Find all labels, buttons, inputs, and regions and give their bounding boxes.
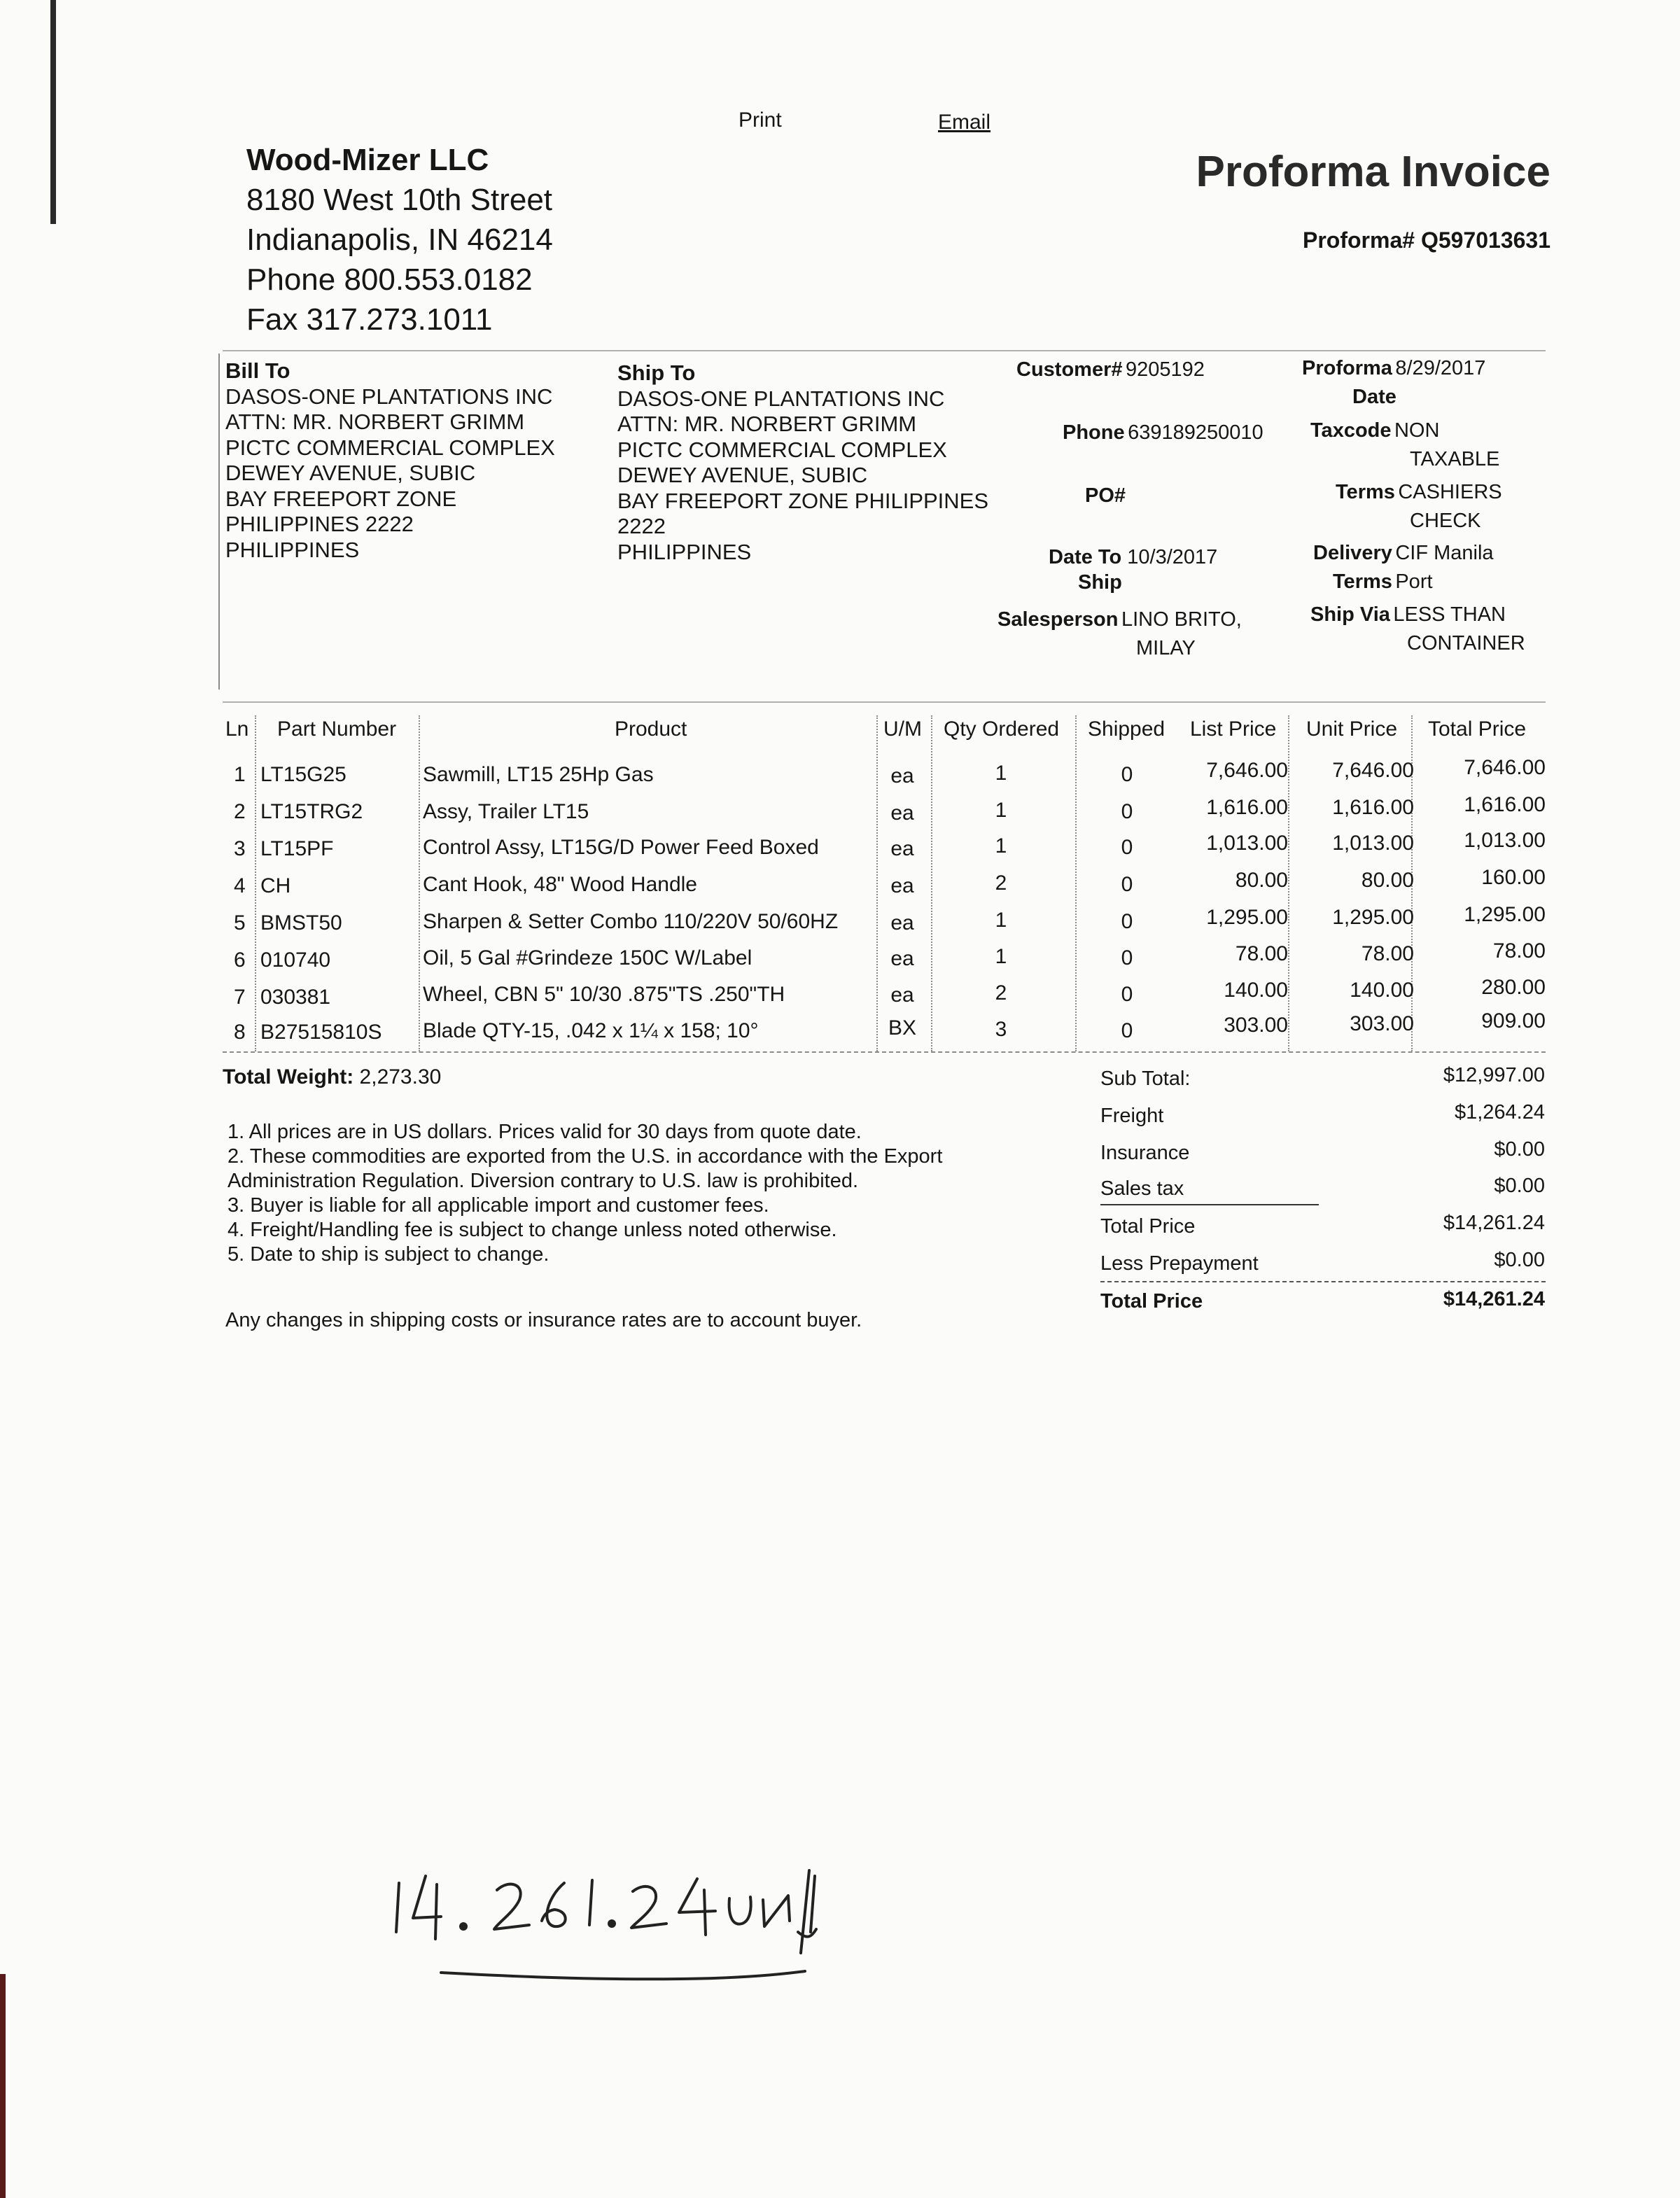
company-street: 8180 West 10th Street xyxy=(246,183,553,217)
customer-number-field xyxy=(1016,357,1205,386)
proforma-date-label-line2: Date xyxy=(1352,386,1396,408)
bill-to-line: DASOS-ONE PLANTATIONS INC xyxy=(225,384,553,409)
cell-total-price: 1,616.00 xyxy=(1464,793,1546,816)
cell-um: ea xyxy=(890,983,914,1007)
cell-list-price: 78.00 xyxy=(1235,942,1288,965)
cell-ln: 5 xyxy=(234,911,246,934)
totals-divider xyxy=(1100,1281,1546,1284)
proforma-number-value: Q597013631 xyxy=(1420,227,1550,253)
totals-divider xyxy=(1100,1204,1319,1205)
bill-to-line: ATTN: MR. NORBERT GRIMM xyxy=(225,410,525,434)
cell-list-price: 7,646.00 xyxy=(1206,759,1288,782)
cell-um: ea xyxy=(890,947,914,970)
closing-note: Any changes in shipping costs or insurance rates are to account buyer. xyxy=(225,1309,862,1331)
ship-to-heading: Ship To xyxy=(617,360,696,385)
cell-total-price: 909.00 xyxy=(1481,1009,1546,1032)
cell-unit-price: 140.00 xyxy=(1350,979,1414,1002)
terms-value-line2: CHECK xyxy=(1410,510,1481,532)
cell-ln: 7 xyxy=(234,986,246,1009)
proforma-number-label: Proforma# xyxy=(1303,227,1415,253)
date-to-ship-value: 10/3/2017 xyxy=(1127,546,1218,568)
bill-to-heading: Bill To xyxy=(225,358,290,383)
cell-ln: 1 xyxy=(234,763,246,786)
delivery-terms-field xyxy=(1313,540,1494,598)
scan-edge-mark-bottom xyxy=(0,1974,6,2198)
col-header-unit-price: Unit Price xyxy=(1306,718,1398,741)
cell-unit-price: 1,295.00 xyxy=(1332,906,1414,929)
cell-qty: 1 xyxy=(995,799,1007,822)
terms-notes xyxy=(227,1120,942,1267)
cell-total-price: 7,646.00 xyxy=(1464,756,1546,779)
cell-part-number: CH xyxy=(260,874,291,897)
email-link[interactable]: Email xyxy=(938,111,991,134)
total-price-value: $14,261.24 xyxy=(1443,1212,1545,1234)
cell-shipped: 0 xyxy=(1121,836,1133,859)
bill-to-line: PICTC COMMERCIAL COMPLEX xyxy=(225,435,555,460)
cell-qty: 1 xyxy=(995,909,1007,932)
cell-shipped: 0 xyxy=(1121,763,1133,786)
phone-value: 639189250010 xyxy=(1128,421,1264,444)
cell-part-number: B27515810S xyxy=(260,1021,382,1044)
cell-qty: 2 xyxy=(995,872,1007,895)
salesperson-value: LINO BRITO, xyxy=(1121,608,1242,631)
cell-total-price: 78.00 xyxy=(1492,939,1546,962)
cell-list-price: 1,295.00 xyxy=(1206,906,1288,929)
column-divider xyxy=(876,715,879,1051)
insurance-label: Insurance xyxy=(1100,1142,1190,1164)
scan-edge-mark xyxy=(50,0,56,224)
cell-product: Sawmill, LT15 25Hp Gas xyxy=(423,763,654,786)
proforma-date-label: Proforma xyxy=(1302,357,1392,379)
header-box-top-border xyxy=(223,350,1546,351)
col-header-shipped: Shipped xyxy=(1088,718,1166,741)
cell-qty: 3 xyxy=(995,1018,1007,1041)
cell-product: Control Assy, LT15G/D Power Feed Boxed xyxy=(423,836,819,859)
date-to-ship-label-line2: Ship xyxy=(1078,571,1122,594)
col-header-list-price: List Price xyxy=(1190,718,1277,741)
cell-unit-price: 303.00 xyxy=(1350,1012,1414,1035)
proforma-date-value: 8/29/2017 xyxy=(1395,357,1486,379)
delivery-terms-value: CIF Manila xyxy=(1395,542,1494,564)
ship-to-line: PHILIPPINES xyxy=(617,539,752,564)
cell-part-number: LT15TRG2 xyxy=(260,800,363,823)
cell-list-price: 140.00 xyxy=(1224,979,1288,1002)
cell-product: Blade QTY-15, .042 x 1¼ x 158; 10° xyxy=(423,1019,759,1042)
freight-label: Freight xyxy=(1100,1105,1164,1127)
cell-qty: 1 xyxy=(995,762,1007,785)
bill-to-block xyxy=(225,358,555,563)
grand-total-label: Total Price xyxy=(1100,1290,1203,1312)
col-header-part-number: Part Number xyxy=(277,718,397,741)
column-divider xyxy=(931,715,934,1051)
cell-qty: 2 xyxy=(995,981,1007,1004)
po-field xyxy=(1085,483,1126,512)
cell-ln: 4 xyxy=(234,874,246,897)
cell-shipped: 0 xyxy=(1121,983,1133,1006)
cell-qty: 1 xyxy=(995,834,1007,858)
po-label: PO# xyxy=(1085,484,1126,507)
cell-part-number: 030381 xyxy=(260,986,331,1009)
total-price-label: Total Price xyxy=(1100,1215,1196,1238)
cell-unit-price: 1,013.00 xyxy=(1332,832,1414,855)
cell-total-price: 280.00 xyxy=(1481,976,1546,999)
cell-unit-price: 78.00 xyxy=(1361,942,1414,965)
document-title: Proforma Invoice xyxy=(1196,148,1550,196)
cell-shipped: 0 xyxy=(1121,946,1133,969)
less-prepayment-value: $0.00 xyxy=(1494,1249,1545,1271)
cell-shipped: 0 xyxy=(1121,873,1133,896)
date-to-ship-label-line1: Date To xyxy=(1049,546,1122,568)
ship-to-line: BAY FREEPORT ZONE PHILIPPINES xyxy=(617,488,989,513)
cell-unit-price: 7,646.00 xyxy=(1332,759,1414,782)
cell-list-price: 1,616.00 xyxy=(1206,796,1288,819)
salesperson-value-line2: MILAY xyxy=(1136,637,1196,659)
proforma-number xyxy=(1303,227,1550,253)
column-divider xyxy=(419,715,421,1051)
note-line: 4. Freight/Handling fee is subject to change unless noted otherwise. xyxy=(227,1219,837,1241)
cell-um: ea xyxy=(890,911,914,934)
cell-list-price: 80.00 xyxy=(1235,869,1288,892)
taxcode-field xyxy=(1310,418,1499,472)
cell-product: Assy, Trailer LT15 xyxy=(423,800,589,823)
header-box-bottom-border xyxy=(223,701,1546,703)
ship-to-line: ATTN: MR. NORBERT GRIMM xyxy=(617,412,917,436)
handwritten-annotation xyxy=(392,1848,868,1988)
cell-shipped: 0 xyxy=(1121,1019,1133,1042)
cell-um: ea xyxy=(890,764,914,788)
bill-to-line: BAY FREEPORT ZONE xyxy=(225,486,457,511)
ship-to-block xyxy=(617,360,988,565)
bill-to-line: DEWEY AVENUE, SUBIC xyxy=(225,461,476,485)
ship-via-label: Ship Via xyxy=(1310,603,1390,626)
col-header-total-price: Total Price xyxy=(1428,718,1527,741)
delivery-terms-label: Delivery xyxy=(1313,542,1392,564)
company-city: Indianapolis, IN 46214 xyxy=(246,223,553,257)
cell-um: ea xyxy=(890,802,914,825)
cell-part-number: 010740 xyxy=(260,948,331,972)
delivery-terms-value-line2: Port xyxy=(1395,570,1433,593)
col-header-qty-ordered: Qty Ordered xyxy=(944,718,1060,741)
total-weight-value: 2,273.30 xyxy=(359,1065,442,1088)
col-header-um: U/M xyxy=(883,718,922,741)
sales-tax-value: $0.00 xyxy=(1494,1175,1545,1197)
note-line: 5. Date to ship is subject to change. xyxy=(227,1243,550,1266)
ship-to-line: DASOS-ONE PLANTATIONS INC xyxy=(617,386,945,411)
company-address-block xyxy=(246,140,553,340)
insurance-value: $0.00 xyxy=(1494,1138,1545,1161)
subtotal-label: Sub Total: xyxy=(1100,1068,1191,1090)
cell-ln: 3 xyxy=(234,837,246,860)
cell-ln: 8 xyxy=(234,1021,246,1044)
salesperson-label: Salesperson xyxy=(997,608,1119,631)
customer-number-value: 9205192 xyxy=(1125,358,1205,381)
total-weight xyxy=(223,1065,441,1089)
taxcode-label: Taxcode xyxy=(1310,419,1392,442)
phone-label: Phone xyxy=(1063,421,1125,444)
cell-product: Sharpen & Setter Combo 110/220V 50/60HZ xyxy=(423,910,839,933)
grand-total-value: $14,261.24 xyxy=(1443,1288,1545,1310)
cell-part-number: LT15G25 xyxy=(260,763,346,786)
cell-unit-price: 1,616.00 xyxy=(1332,796,1414,819)
note-line: 2. These commodities are exported from the U.S. in accordance with the Export xyxy=(227,1145,943,1168)
table-bottom-border xyxy=(223,1051,1546,1054)
customer-number-label: Customer# xyxy=(1016,358,1123,381)
ship-via-value: LESS THAN xyxy=(1393,603,1506,626)
cell-list-price: 1,013.00 xyxy=(1206,832,1288,855)
cell-um: BX xyxy=(888,1016,917,1040)
cell-shipped: 0 xyxy=(1121,800,1133,823)
salesperson-field xyxy=(997,607,1242,661)
less-prepayment-label: Less Prepayment xyxy=(1100,1252,1259,1275)
proforma-date-field xyxy=(1302,356,1485,410)
col-header-product: Product xyxy=(615,718,687,741)
total-weight-label: Total Weight: xyxy=(223,1065,354,1088)
cell-qty: 1 xyxy=(995,945,1007,968)
column-divider xyxy=(255,715,258,1051)
cell-unit-price: 80.00 xyxy=(1361,869,1414,892)
ship-via-value-line2: CONTAINER xyxy=(1407,632,1525,654)
col-header-ln: Ln xyxy=(225,718,249,741)
ship-to-line: DEWEY AVENUE, SUBIC xyxy=(617,463,868,487)
cell-list-price: 303.00 xyxy=(1224,1014,1288,1037)
cell-product: Cant Hook, 48" Wood Handle xyxy=(423,873,697,896)
cell-um: ea xyxy=(890,874,914,897)
date-to-ship-label xyxy=(1049,545,1217,570)
cell-um: ea xyxy=(890,837,914,860)
ship-to-line: PICTC COMMERCIAL COMPLEX xyxy=(617,437,947,462)
cell-ln: 6 xyxy=(234,948,246,972)
bill-to-line: PHILIPPINES xyxy=(225,537,360,562)
taxcode-value: NON xyxy=(1394,419,1440,442)
print-link[interactable]: Print xyxy=(738,108,782,132)
cell-part-number: LT15PF xyxy=(260,837,334,860)
note-line: 3. Buyer is liable for all applicable import and customer fees. xyxy=(227,1194,769,1217)
date-to-ship-field xyxy=(1049,545,1217,595)
cell-product: Oil, 5 Gal #Grindeze 150C W/Label xyxy=(423,946,752,969)
freight-value: $1,264.24 xyxy=(1454,1101,1545,1124)
cell-total-price: 1,295.00 xyxy=(1464,903,1546,926)
company-name: Wood-Mizer LLC xyxy=(246,143,489,177)
taxcode-value-line2: TAXABLE xyxy=(1410,448,1500,470)
bill-to-line: PHILIPPINES 2222 xyxy=(225,512,414,536)
ship-to-line: 2222 xyxy=(617,514,666,538)
delivery-terms-label-line2: Terms xyxy=(1333,570,1392,593)
note-line: 1. All prices are in US dollars. Prices valid for 30 days from quote date. xyxy=(227,1121,862,1143)
phone-field xyxy=(1063,420,1264,449)
sales-tax-label: Sales tax xyxy=(1100,1177,1184,1200)
company-fax: Fax 317.273.1011 xyxy=(246,302,493,337)
terms-field xyxy=(1336,479,1502,533)
subtotal-value: $12,997.00 xyxy=(1443,1064,1545,1086)
terms-value: CASHIERS xyxy=(1398,481,1502,503)
cell-ln: 2 xyxy=(234,800,246,823)
cell-total-price: 1,013.00 xyxy=(1464,829,1546,852)
cell-total-price: 160.00 xyxy=(1481,866,1546,889)
cell-part-number: BMST50 xyxy=(260,911,342,934)
ship-via-field xyxy=(1310,602,1525,656)
column-divider xyxy=(1075,715,1078,1051)
note-line: Administration Regulation. Diversion contrary to U.S. law is prohibited. xyxy=(227,1170,859,1192)
cell-product: Wheel, CBN 5" 10/30 .875"TS .250"TH xyxy=(423,983,785,1006)
cell-shipped: 0 xyxy=(1121,910,1133,933)
terms-label: Terms xyxy=(1336,481,1395,503)
company-phone: Phone 800.553.0182 xyxy=(246,262,533,297)
header-box-left-border xyxy=(218,354,220,690)
